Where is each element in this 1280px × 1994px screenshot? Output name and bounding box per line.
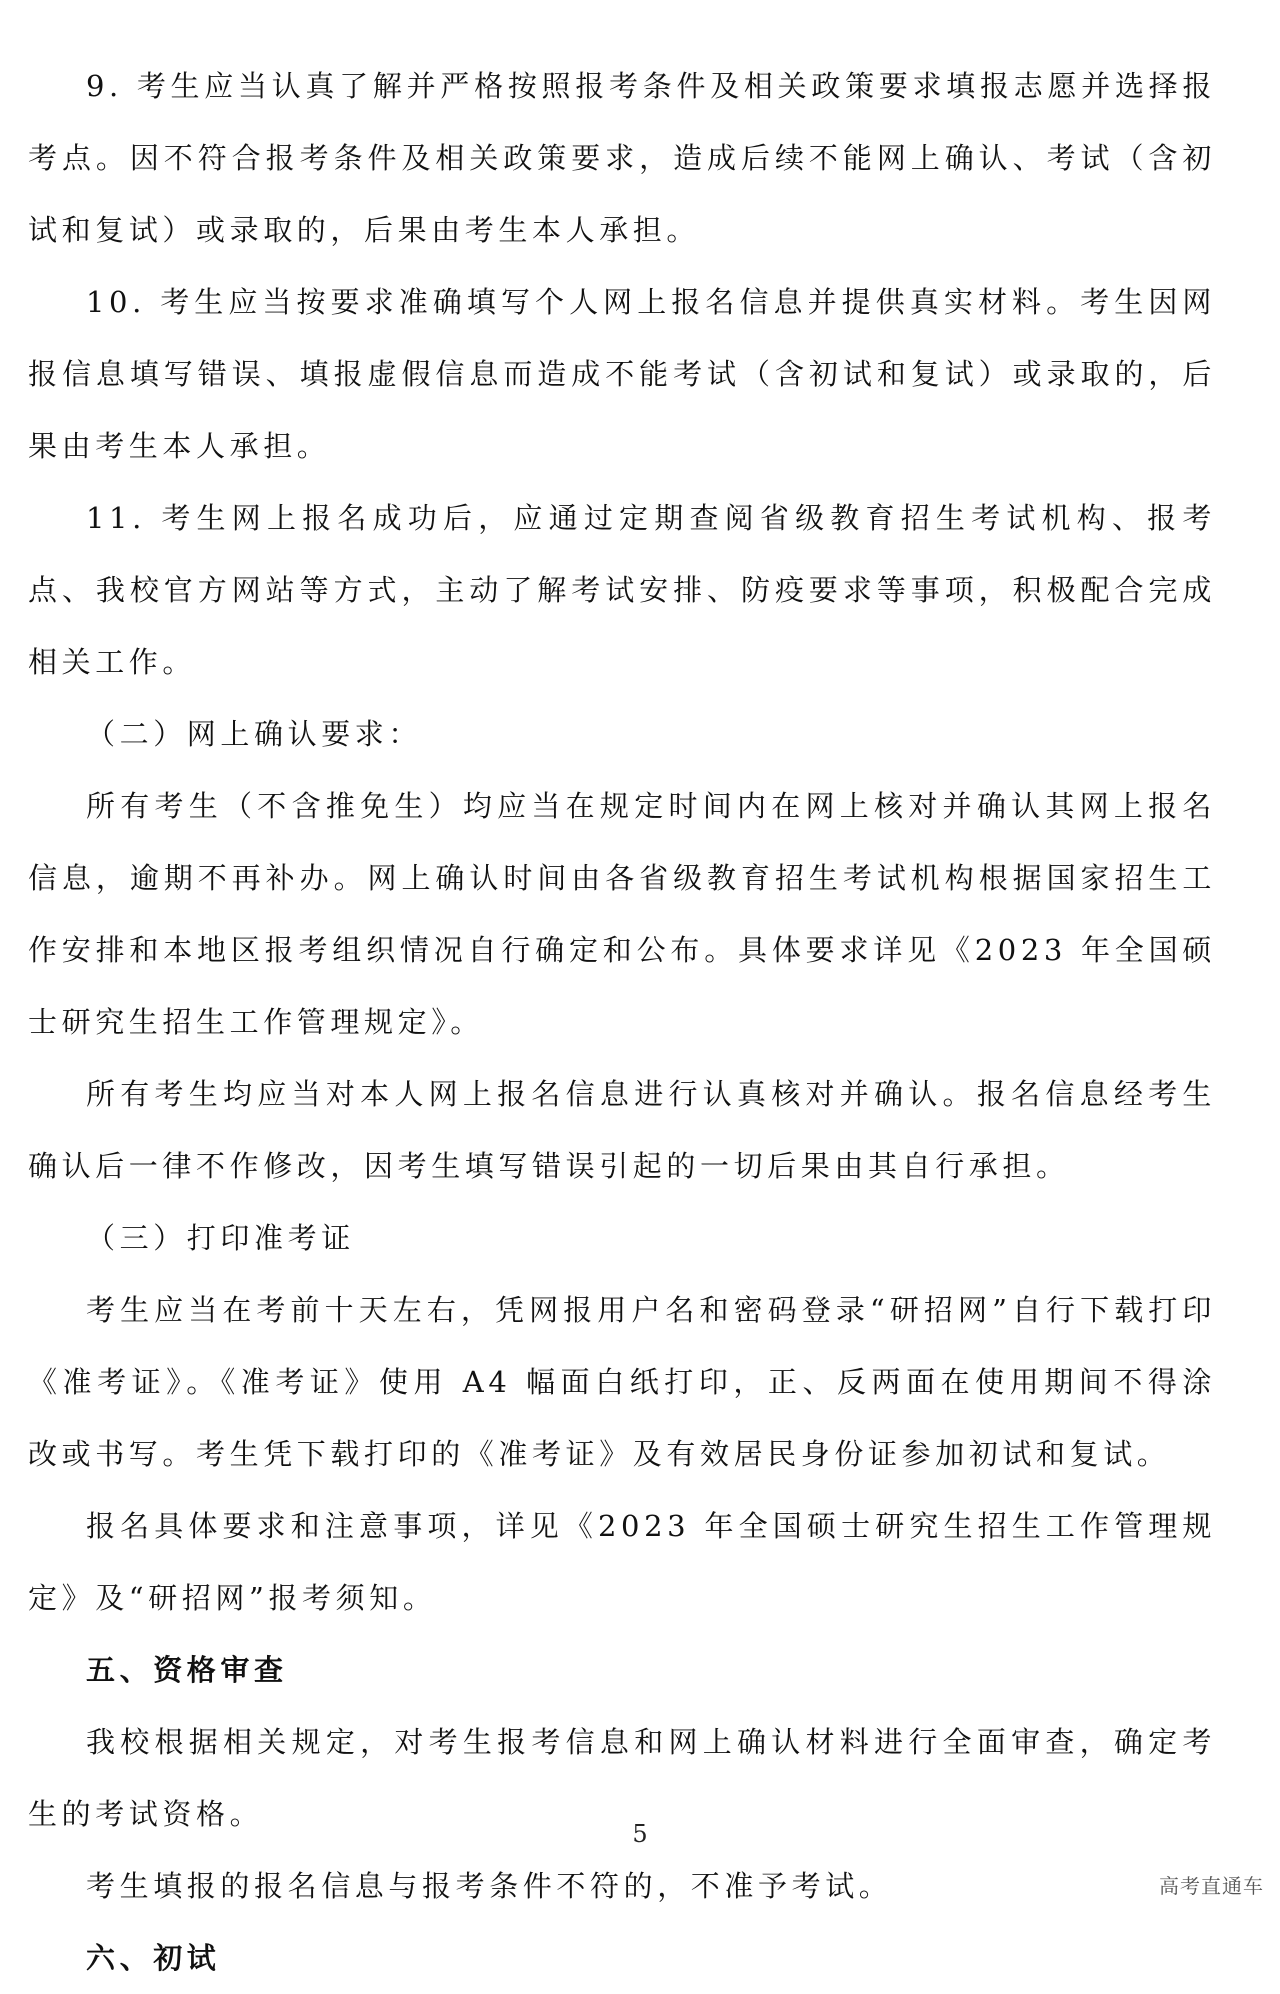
subheading-print-admission-ticket: （三）打印准考证: [86, 1221, 355, 1255]
watermark-logo-text: 高考直通车: [1159, 1874, 1264, 1898]
paragraph-confirmation-1: 所有考生（不含推免生）均应当在规定时间内在网上核对并确认其网上报名信息，逾期不再补办。网上确认时间由各省级教育招生考试机构根据国家招生工作安排和本地区报考组织情况自行确定和公布。具体要求详见《2023 年全国硕士研究生招生工作管理规定》。: [28, 789, 1216, 1039]
paragraph-item-10: 10. 考生应当按要求准确填写个人网上报名信息并提供真实材料。考生因网报信息填写错误、填报虚假信息而造成不能考试（含初试和复试）或录取的，后果由考生本人承担。: [28, 285, 1216, 463]
paragraph-confirmation-2: 所有考生均应当对本人网上报名信息进行认真核对并确认。报名信息经考生确认后一律不作修改，因考生填写错误引起的一切后果由其自行承担。: [28, 1077, 1216, 1183]
paragraph-admission-2: 报名具体要求和注意事项，详见《2023 年全国硕士研究生招生工作管理规定》及“研招网”报考须知。: [28, 1509, 1216, 1615]
paragraph-review-1: 我校根据相关规定，对考生报考信息和网上确认材料进行全面审查，确定考生的考试资格。: [28, 1725, 1216, 1831]
paragraph-item-11: 11. 考生网上报名成功后，应通过定期查阅省级教育招生考试机构、报考点、我校官方网站等方式，主动了解考试安排、防疫要求等事项，积极配合完成相关工作。: [28, 501, 1216, 679]
subheading-online-confirmation: （二）网上确认要求：: [86, 717, 423, 751]
paragraph-review-2: 考生填报的报名信息与报考条件不符的，不准予考试。: [86, 1869, 893, 1903]
section-heading-preliminary-exam: 六、初试: [86, 1941, 221, 1975]
paragraph-item-9: 9. 考生应当认真了解并严格按照报考条件及相关政策要求填报志愿并选择报考点。因不符合报考条件及相关政策要求，造成后续不能网上确认、考试（含初试和复试）或录取的，后果由考生本人承担。: [28, 69, 1216, 247]
section-heading-qualification-review: 五、资格审查: [86, 1653, 288, 1687]
page-number: 5: [632, 1820, 648, 1848]
document-page: [28, 50, 1216, 1994]
paragraph-admission-1: 考生应当在考前十天左右，凭网报用户名和密码登录“研招网”自行下载打印《准考证》。《准考证》使用 A4 幅面白纸打印，正、反两面在使用期间不得涂改或书写。考生凭下载打印的《准考证》及有效居民身份证参加初试和复试。: [28, 1293, 1216, 1471]
